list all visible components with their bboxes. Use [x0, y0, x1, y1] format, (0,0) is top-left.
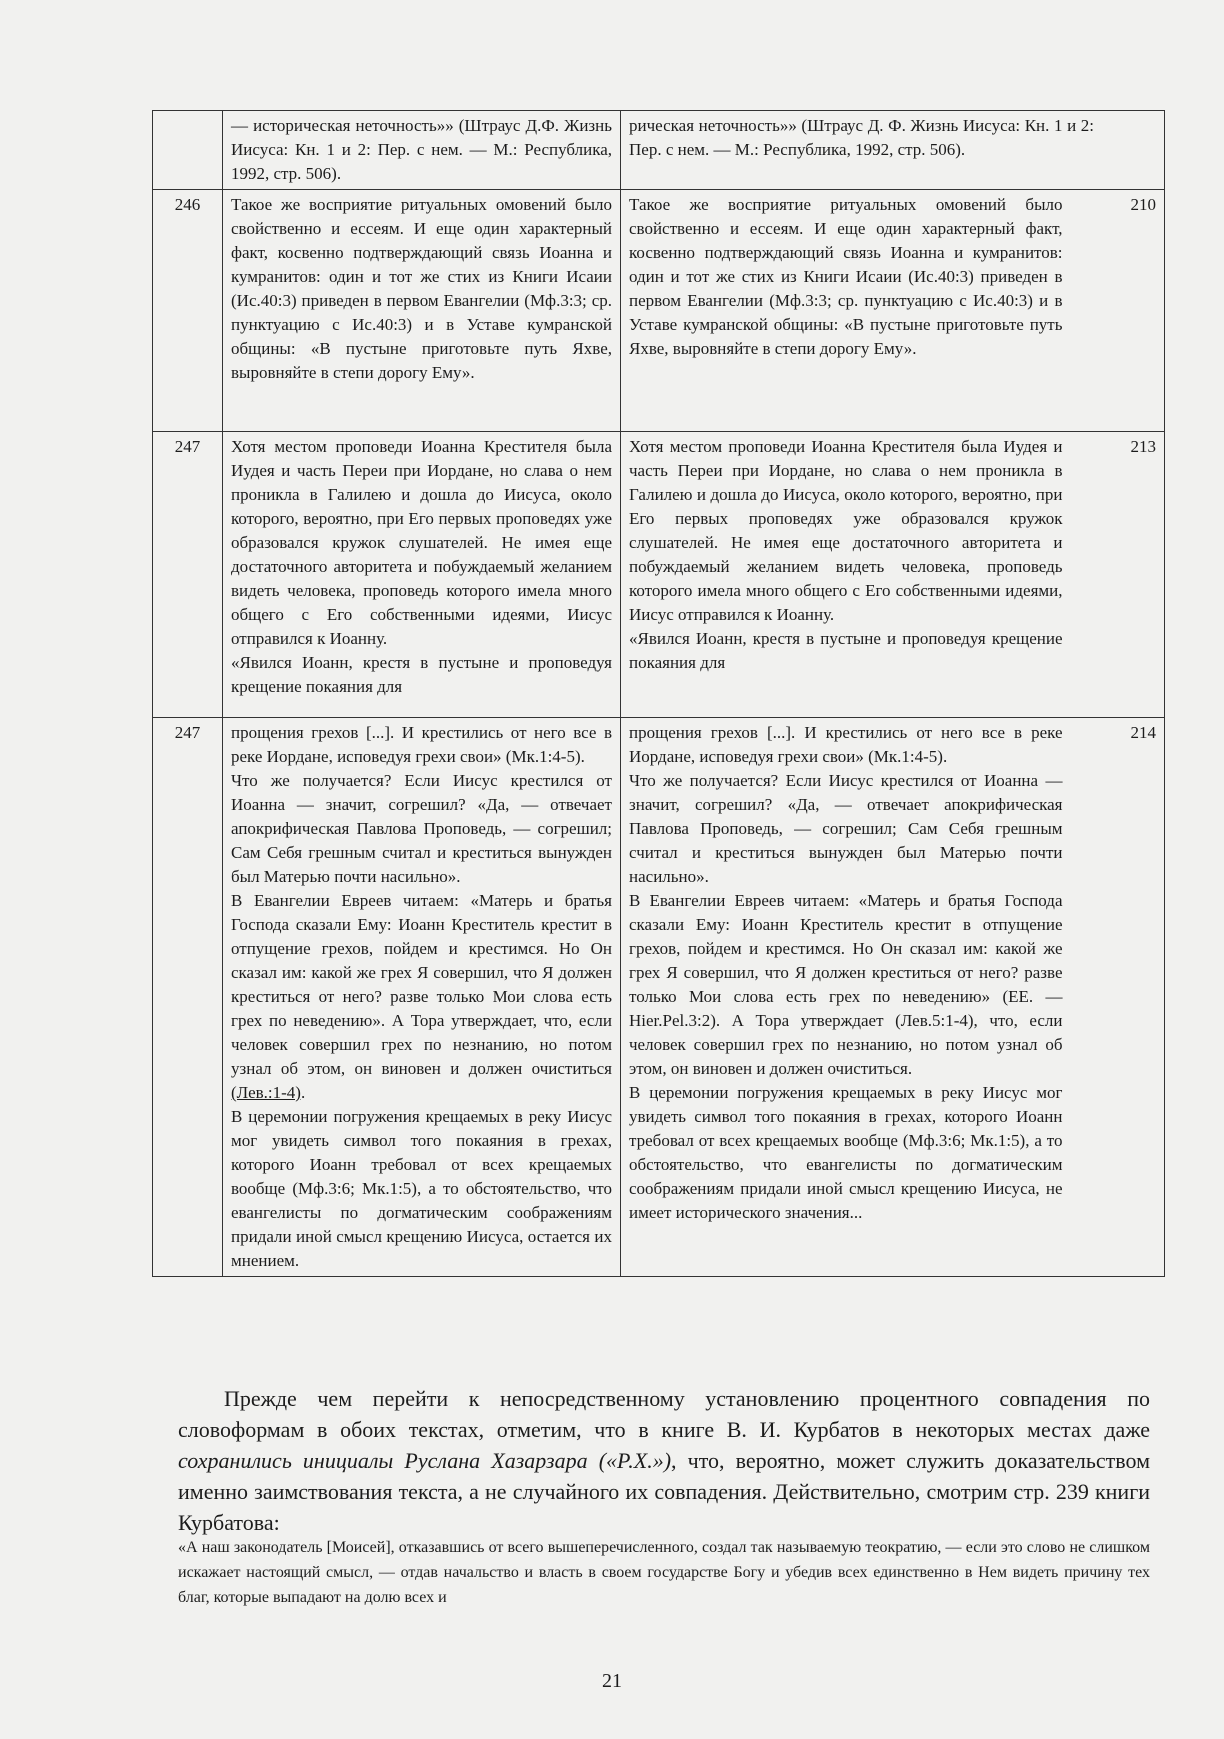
block-quote: «А наш законодатель [Моисей], отказавшись от всего вышеперечисленного, создал так называемую теократию, — если это слово не слишком искажает настоящий смысл, — отдав начальство и власть в своем государстве Богу и убедив всех единственно в Нем видеть причину тех благ, которые выпадают на долю всех и	[178, 1539, 1150, 1606]
copied-text-cell: рическая неточность»» (Штраус Д. Ф. Жизнь Иисуса: Кн. 1 и 2: Пер. с нем. — М.: Республика, 1992, стр. 506).	[621, 111, 1165, 190]
row-number-right: 213	[1071, 432, 1165, 718]
original-text-cell: Такое же восприятие ритуальных омовений было свойственно и ессеям. И еще один характерный факт, косвенно подтверждающий связь Иоанна и кумранитов: один и тот же стих из Книги Исаии (Ис.40:3) приведен в первом Евангелии (Мф.3:3; ср. пунктуацию с Ис.40:3) и в Уставе кумранской общины: «В пустыне приготовьте путь Яхве, выровняйте в степи дорогу Ему».	[223, 190, 621, 432]
original-text-part: прощения грехов [...]. И крестились от него все в реке Иордане, исповедуя грехи свои» (Мк.1:4-5). Что же получается? Если Иисус крестился от Иоанна — значит, согрешил? «Да, — отвечает апокрифическая Павлова Проповедь, — согрешил; Сам Себя грешным считал и креститься вынужден был Матерью почти насильно». В Евангелии Евреев читаем: «Матерь и братья Господа сказали Ему: Иоанн Креститель крестит в отпущение грехов, пойдем и крестимся. Но Он сказал им: какой же грех Я совершил, что Я должен креститься от него? разве только Мои слова есть грех по неведению». А Тора утверждает, что, если человек совершил грех по незнанию, но потом узнал об этом, он виновен и должен очиститься	[231, 723, 612, 1078]
paragraph-text: , что, вероятно, может служить доказательством именно заимствования текста, а не случайного их совпадения. Действительно, смотрим стр. 239 книги Курбатова:	[178, 1448, 1150, 1535]
table-row	[153, 190, 1165, 432]
row-number-left: 247	[153, 718, 223, 1277]
table-row	[153, 432, 1165, 718]
row-number-right: 214	[1071, 718, 1165, 1277]
copied-text-cell: Хотя местом проповеди Иоанна Крестителя была Иудея и часть Переи при Иордане, но слава о нем проникла в Галилею и дошла до Иисуса, около которого, вероятно, при Его первых проповедях уже образовался кружок слушателей. Не имея еще достаточного авторитета и побуждаемый желанием видеть человека, проповедь которого имела много общего с Его собственными идеями, Иисус отправился к Иоанну. «Явился Иоанн, крестя в пустыне и проповедуя крещение покаяния для	[621, 432, 1071, 718]
copied-text-cell: прощения грехов [...]. И крестились от него все в реке Иордане, исповедуя грехи свои» (Мк.1:4-5). Что же получается? Если Иисус крестился от Иоанна — значит, согрешил? «Да, — отвечает апокрифическая Павлова Проповедь, — согрешил; Сам Себя грешным считал и креститься вынужден был Матерью почти насильно». В Евангелии Евреев читаем: «Матерь и братья Господа сказали Ему: Иоанн Креститель крестит в отпущение грехов, пойдем и крестимся. Но Он сказал им: какой же грех Я совершил, что Я должен креститься от него? разве только Мои слова есть грех по неведению» (ЕЕ. — Hier.Pel.3:2). А Тора утверждает (Лев.5:1-4), что, если человек совершил грех по незнанию, но потом узнал об этом, он виновен и должен очиститься. В церемонии погружения крещаемых в реку Иисус мог увидеть символ того покаяния в грехах, которого Иоанн требовал от всех крещаемых вообще (Мф.3:6; Мк.1:5), а то обстоятельство, что евангелисты по догматическим соображениям придали иной смысл крещению Иисуса, не имеет исторического значения...	[621, 718, 1071, 1277]
row-number-left: 246	[153, 190, 223, 432]
paragraph-text: Прежде чем перейти к непосредственному установлению процентного совпадения по словоформам в обоих текстах, отметим, что в книге В. И. Курбатов в некоторых местах даже	[178, 1386, 1150, 1442]
comparison-table	[152, 110, 1165, 1277]
page-number: 21	[602, 1670, 622, 1692]
table-row	[153, 718, 1165, 1277]
table-row	[153, 111, 1165, 190]
body-paragraph	[178, 1383, 1150, 1538]
row-number-left: 247	[153, 432, 223, 718]
original-text-part: . В церемонии погружения крещаемых в реку Иисус мог увидеть символ того покаяния в грехах, которого Иоанн требовал от всех крещаемых вообще (Мф.3:6; Мк.1:5), а то обстоятельство, что евангелисты по догматическим соображениям придали иной смысл крещению Иисуса, остается их мнением.	[231, 1083, 612, 1270]
copied-text-cell: Такое же восприятие ритуальных омовений было свойственно и ессеям. И еще один характерный факт, косвенно подтверждающий связь Иоанна и кумранитов: один и тот же стих из Книги Исаии (Ис.40:3) приведен в первом Евангелии (Мф.3:3; ср. пунктуацию с Ис.40:3) и в Уставе кумранской общины: «В пустыне приготовьте путь Яхве, выровняйте в степи дорогу Ему».	[621, 190, 1071, 432]
original-text-cell	[223, 718, 621, 1277]
row-number-left	[153, 111, 223, 190]
original-text-cell: — историческая неточность»» (Штраус Д.Ф. Жизнь Иисуса: Кн. 1 и 2: Пер. с нем. — М.: Республика, 1992, стр. 506).	[223, 111, 621, 190]
underlined-reference: (Лев.:1-4)	[231, 1083, 301, 1102]
original-text-cell: Хотя местом проповеди Иоанна Крестителя была Иудея и часть Переи при Иордане, но слава о нем проникла в Галилею и дошла до Иисуса, около которого, вероятно, при Его первых проповедях уже образовался кружок слушателей. Не имея еще достаточного авторитета и побуждаемый желанием видеть человека, проповедь которого имела много общего с Его собственными идеями, Иисус отправился к Иоанну. «Явился Иоанн, крестя в пустыне и проповедуя крещение покаяния для	[223, 432, 621, 718]
paragraph-italic-text: сохранились инициалы Руслана Хазарзара («Р.Х.»)	[178, 1448, 672, 1473]
row-number-right: 210	[1071, 190, 1165, 432]
